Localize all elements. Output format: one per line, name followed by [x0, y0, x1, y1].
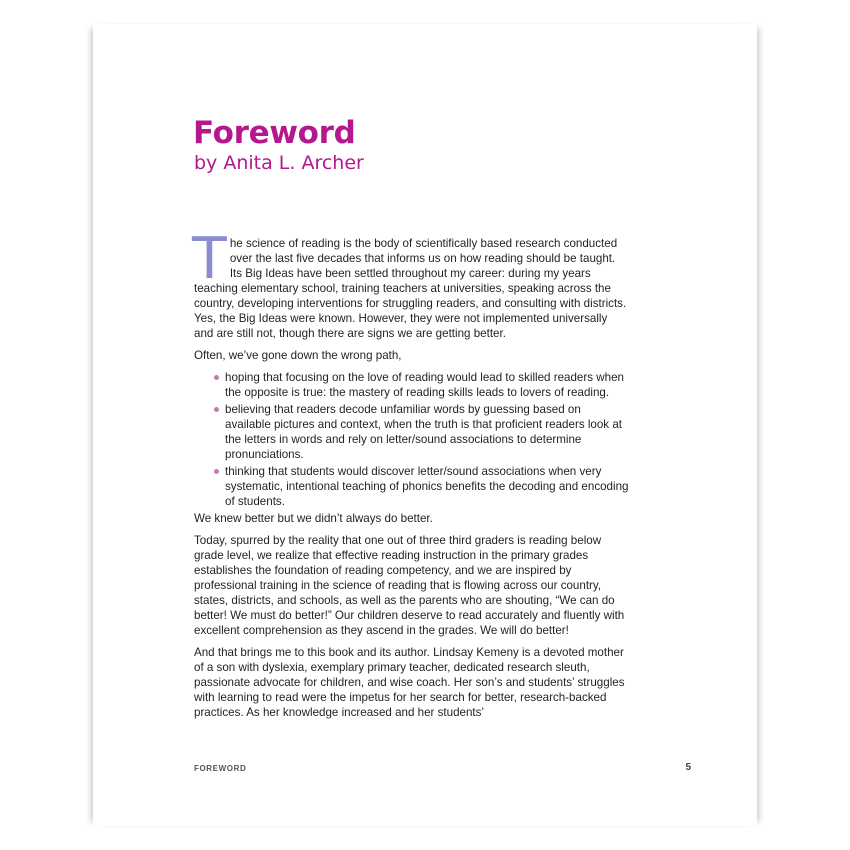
drop-cap: T	[192, 226, 227, 292]
paragraph-1-text: he science of reading is the body of scientifically based research conducted over the last five decades that informs us on how reading should be taught. Its Big Ideas have been settled throughout my career: during my years teaching elementary school, training teachers at universities, speaking across the country, developing interventions for struggling readers, and consulting with districts. Yes, the Big Ideas were known. However, they were not implemented universally and are still not, though there are signs we are getting better.	[194, 237, 627, 340]
bullet-icon	[214, 375, 219, 380]
footer-section-label: FOREWORD	[194, 764, 247, 773]
bullet-list	[194, 370, 629, 509]
paragraph-2: Often, we’ve gone down the wrong path,	[194, 349, 402, 362]
list-item	[225, 464, 629, 509]
list-item-text: hoping that focusing on the love of reading would lead to skilled readers when the opposite is true: the mastery of reading skills leads to lovers of reading.	[225, 371, 624, 399]
paragraph-5: And that brings me to this book and its author. Lindsay Kemeny is a devoted mother of a son with dyslexia, exemplary primary teacher, dedicated research sleuth, passionate advocate for children, and wise coach. Her son’s and students’ struggles with learning to read were the impetus for her search for better, research-backed practices. As her knowledge increased and her students’	[194, 646, 625, 719]
page-number: 5	[685, 762, 691, 773]
paragraph-3: We knew better but we didn’t always do better.	[194, 512, 433, 525]
paragraph-1	[192, 226, 629, 341]
foreword-body	[192, 226, 629, 727]
bullet-icon	[214, 469, 219, 474]
book-page	[93, 24, 757, 826]
list-item	[225, 402, 629, 462]
author-byline: by Anita L. Archer	[194, 152, 364, 174]
paragraph-4: Today, spurred by the reality that one out of three third graders is reading below grade level, we realize that effective reading instruction in the primary grades establishes the foundation of reading competency, and we are inspired by professional training in the science of reading that is flowing across our country, states, districts, and schools, as well as the parents who are shouting, “We can do better! We must do better!” Our children deserve to read accurately and fluently with excellent comprehension as they ascend in the grades. We will do better!	[194, 534, 625, 637]
list-item	[225, 370, 629, 400]
bullet-icon	[214, 407, 219, 412]
page-title: Foreword	[193, 115, 356, 151]
list-item-text: thinking that students would discover letter/sound associations when very systematic, intentional teaching of phonics benefits the decoding and encoding of students.	[225, 465, 629, 508]
list-item-text: believing that readers decode unfamiliar words by guessing based on available pictures and context, when the truth is that proficient readers look at the letters in words and rely on letter/sound associations to determine pronunciations.	[225, 403, 622, 461]
